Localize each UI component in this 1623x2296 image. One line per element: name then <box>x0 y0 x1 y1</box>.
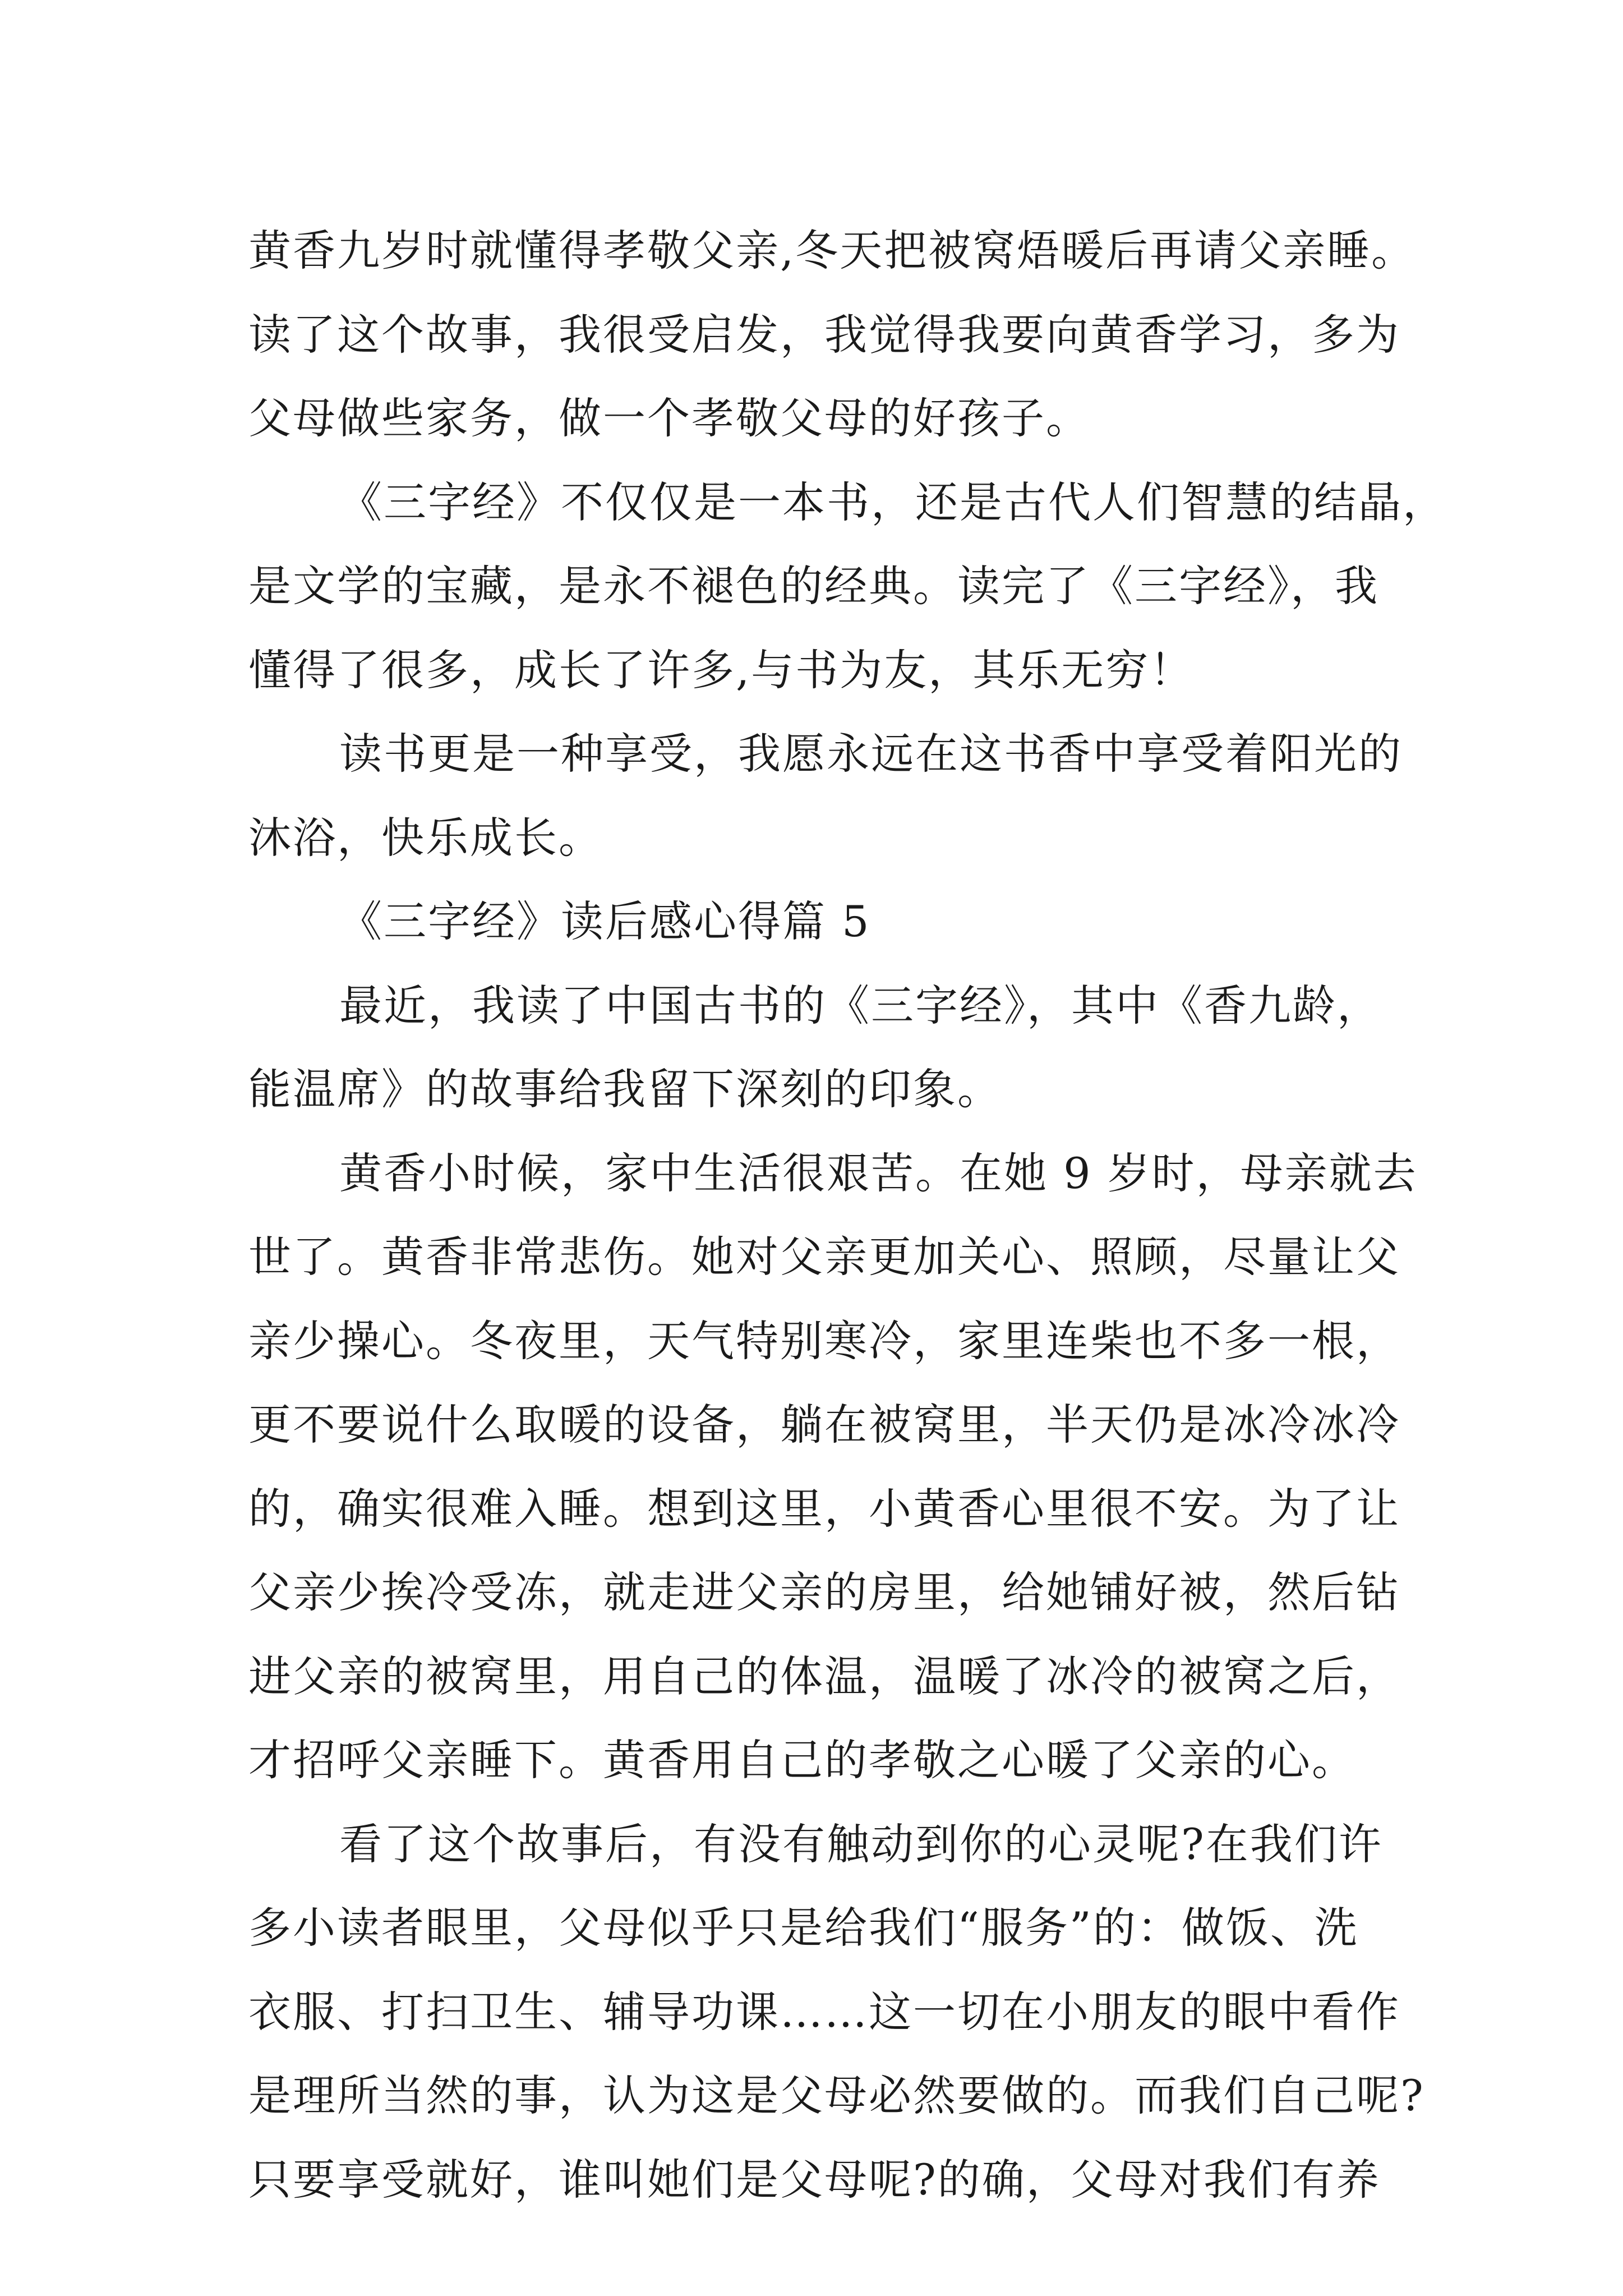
paragraph-start-line: 最近，我读了中国古书的《三字经》，其中《香九龄， <box>339 980 1381 1030</box>
text-line: 能温席》的故事给我留下深刻的印象。 <box>248 1064 1002 1114</box>
paragraph-start-line: 《三字经》不仅仅是一本书，还是古代人们智慧的结晶， <box>339 477 1447 527</box>
body-text <box>248 209 1447 2221</box>
text-line: 父母做些家务，做一个孝敬父母的好孩子。 <box>248 393 1090 443</box>
text-line: 是理所当然的事，认为这是父母必然要做的。而我们自己呢? <box>248 2070 1425 2120</box>
text-line: 沐浴，快乐成长。 <box>248 812 603 863</box>
text-line: 进父亲的被窝里，用自己的体温，温暖了冰冷的被窝之后， <box>248 1651 1400 1701</box>
text-line: 的，确实很难入睡。想到这里，小黄香心里很不安。为了让 <box>248 1483 1400 1534</box>
paragraph-start-line: 读书更是一种享受，我愿永远在这书香中享受着阳光的 <box>339 729 1403 779</box>
text-line: 更不要说什么取暖的设备，躺在被窝里，半天仍是冰冷冰冷 <box>248 1400 1400 1450</box>
text-line: 懂得了很多，成长了许多,与书为友，其乐无穷！ <box>248 645 1195 695</box>
paragraph-start-line: 黄香小时候，家中生活很艰苦。在她 9 岁时，母亲就去 <box>339 1148 1418 1198</box>
text-line: 是文学的宝藏，是永不褪色的经典。读完了《三字经》，我 <box>248 561 1379 611</box>
text-line: 只要享受就好，谁叫她们是父母呢?的确，父母对我们有养 <box>248 2154 1381 2205</box>
text-line: 多小读者眼里，父母似乎只是给我们“服务”的：做饭、洗 <box>248 1903 1359 1953</box>
text-line: 亲少操心。冬夜里，天气特别寒冷，家里连柴也不多一根， <box>248 1315 1400 1366</box>
paragraph-start-line: 看了这个故事后，有没有触动到你的心灵呢?在我们许 <box>339 1819 1383 1869</box>
text-line: 黄香九岁时就懂得孝敬父亲,冬天把被窝焐暖后再请父亲睡。 <box>248 226 1416 275</box>
text-line: 世了。黄香非常悲伤。她对父亲更加关心、照顾，尽量让父 <box>248 1232 1400 1282</box>
text-line: 衣服、打扫卫生、辅导功课……这一切在小朋友的眼中看作 <box>248 1986 1400 2037</box>
text-line: 读了这个故事，我很受启发，我觉得我要向黄香学习，多为 <box>248 309 1400 360</box>
text-line: 才招呼父亲睡下。黄香用自己的孝敬之心暖了父亲的心。 <box>248 1735 1356 1785</box>
section-heading: 《三字经》读后感心得篇 5 <box>339 896 871 946</box>
text-line: 父亲少挨冷受冻，就走进父亲的房里，给她铺好被，然后钻 <box>248 1567 1400 1617</box>
